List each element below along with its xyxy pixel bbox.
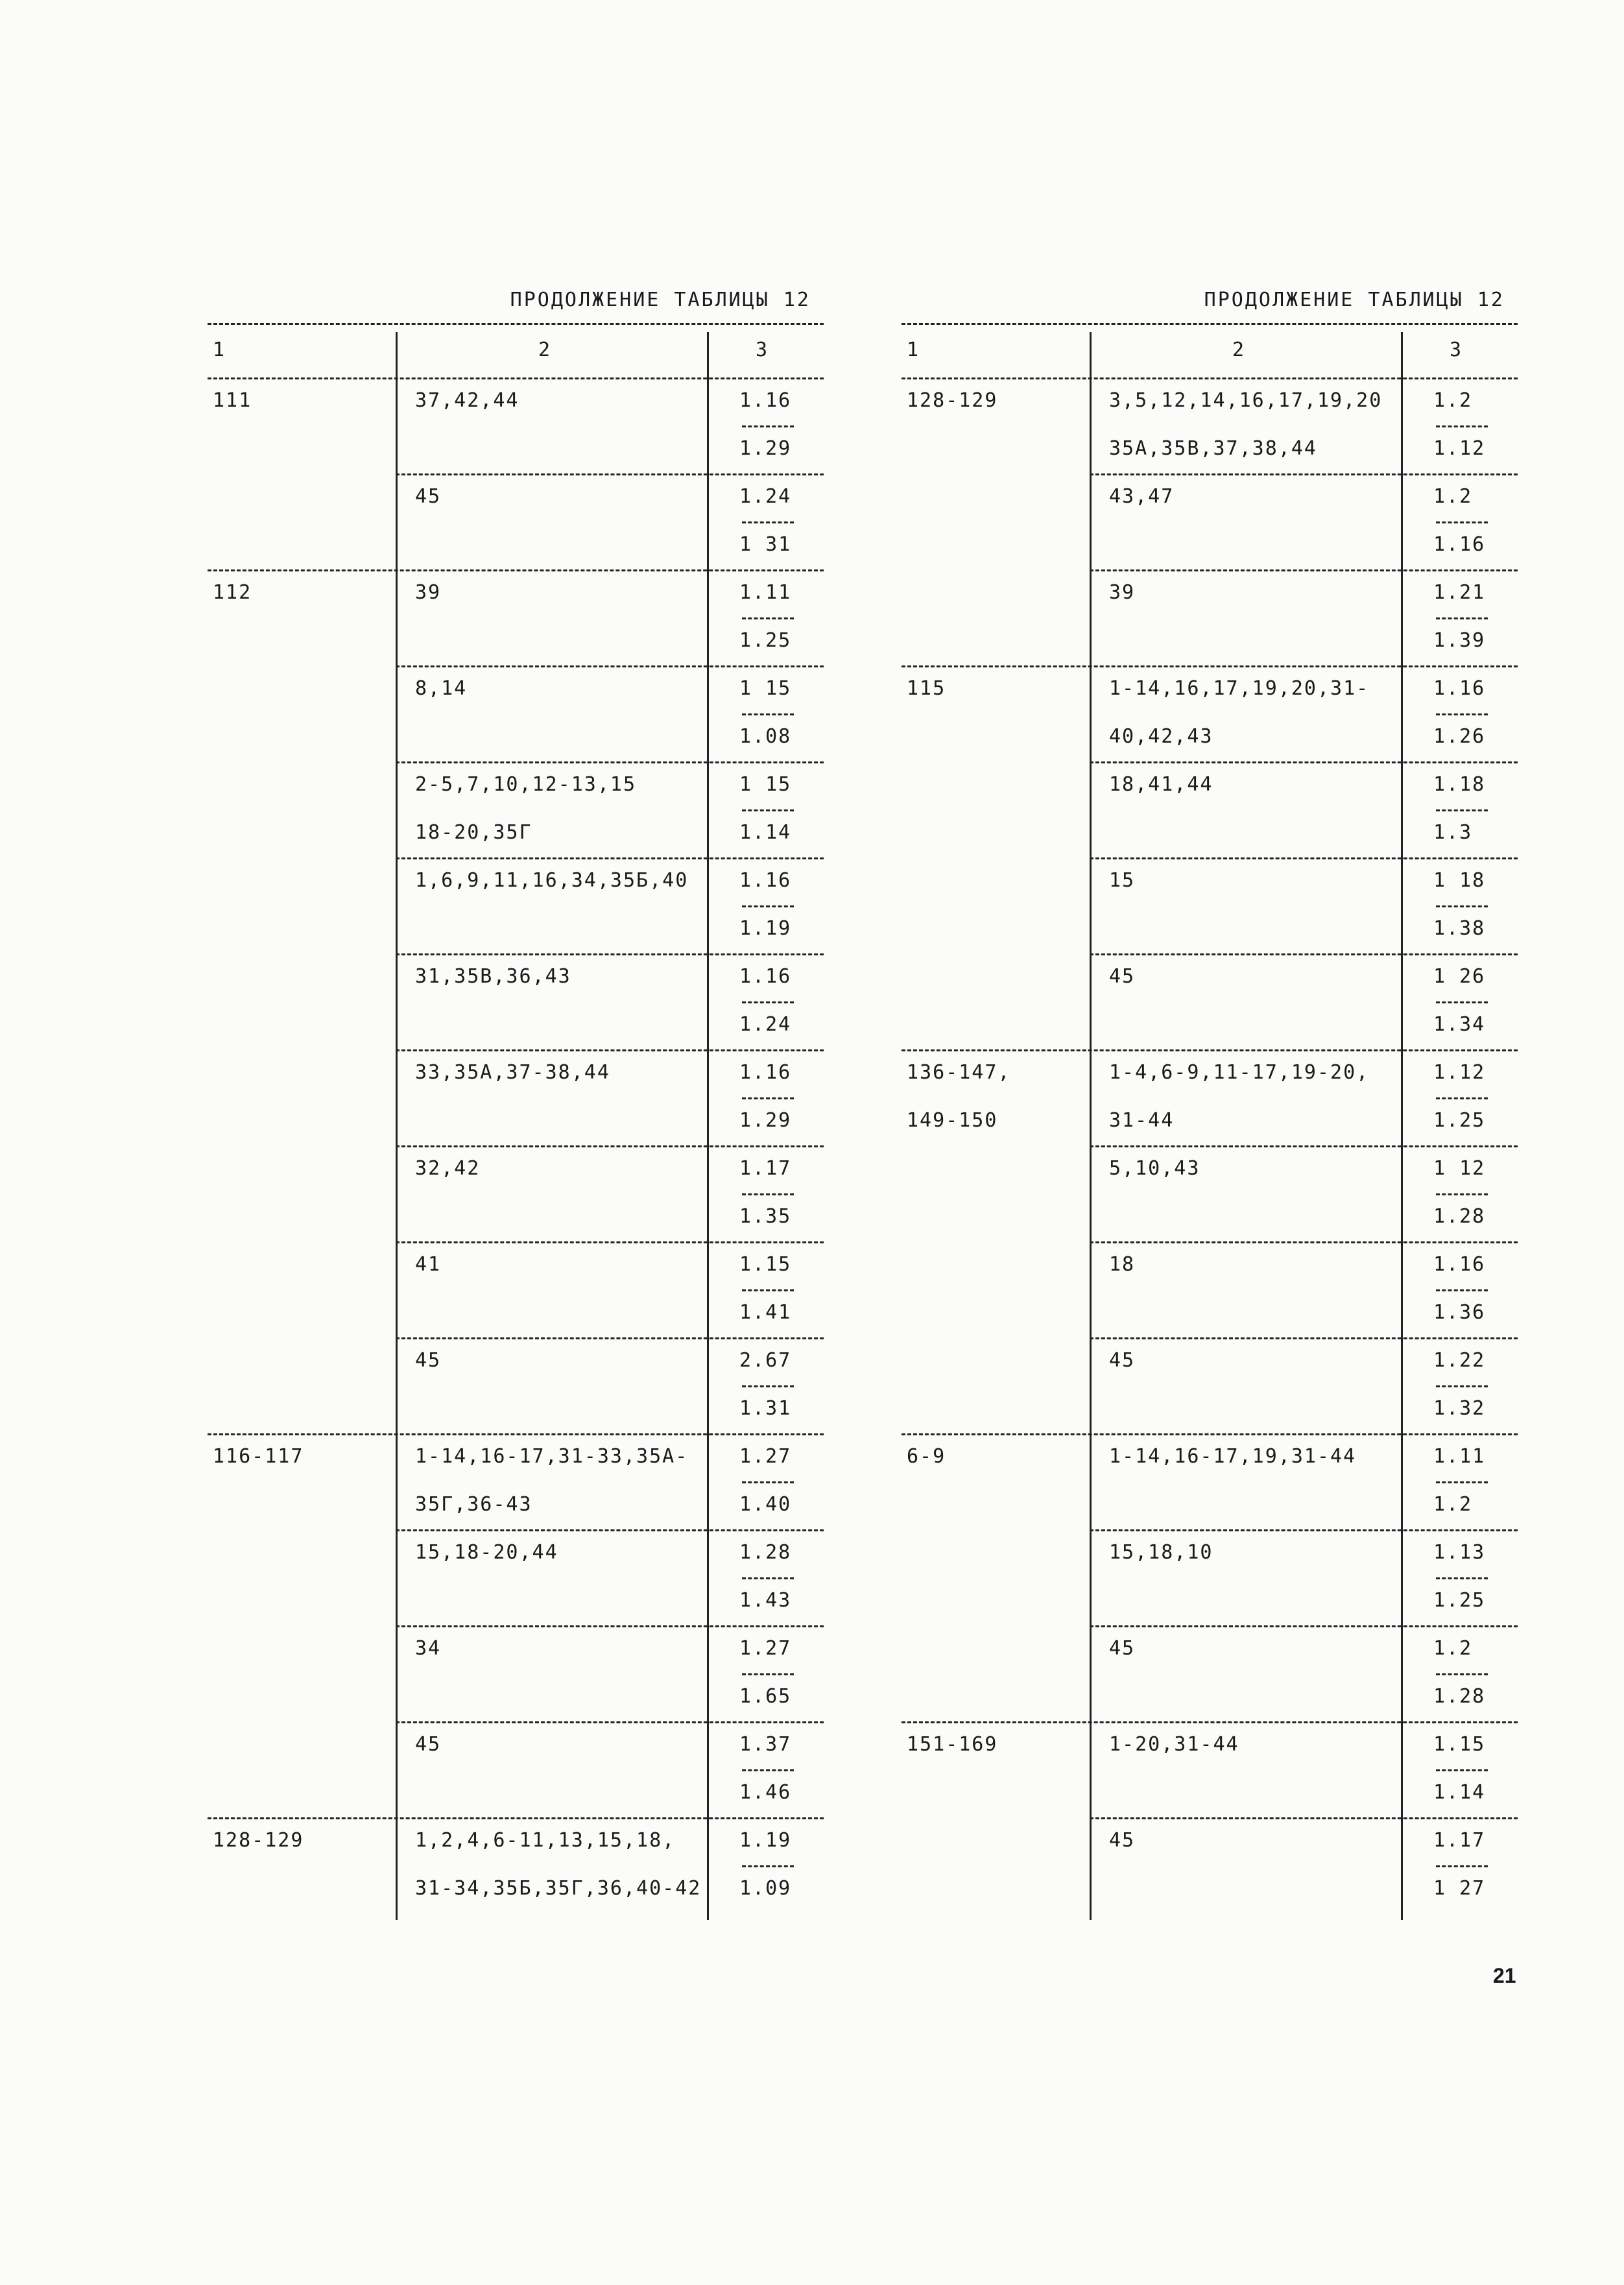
group-code: 116-117 xyxy=(213,1445,304,1468)
coefficient-numerator: 1.24 xyxy=(739,485,792,508)
item-list: 1,6,9,11,16,34,35Б,40 xyxy=(415,869,689,892)
item-list: 32,42 xyxy=(415,1157,481,1180)
fraction-bar xyxy=(742,1673,794,1675)
coefficient-numerator: 1.11 xyxy=(739,581,792,604)
item-list: 18,41,44 xyxy=(1109,773,1213,796)
group-rule xyxy=(902,665,1518,667)
coefficient-denominator: 1.2 xyxy=(1433,1493,1473,1516)
item-list: 45 xyxy=(415,485,442,508)
fraction-bar xyxy=(1436,1097,1488,1099)
coefficient-denominator: 1.46 xyxy=(739,1781,792,1804)
table-caption: ПРОДОЛЖЕНИЕ ТАБЛИЦЫ 12 xyxy=(1204,289,1505,311)
column-header-1: 1 xyxy=(907,339,919,361)
row-rule xyxy=(1090,953,1518,955)
column-header-1: 1 xyxy=(213,339,225,361)
group-rule xyxy=(208,1433,824,1435)
row-rule xyxy=(1090,1337,1518,1339)
coefficient-denominator: 1.34 xyxy=(1433,1013,1486,1036)
row-rule xyxy=(1090,1817,1518,1819)
coefficient-denominator: 1.32 xyxy=(1433,1397,1486,1420)
coefficient-numerator: 1.37 xyxy=(739,1733,792,1756)
item-list: 1-14,16-17,19,31-44 xyxy=(1109,1445,1357,1468)
item-list: 34 xyxy=(415,1637,442,1660)
column-header-row xyxy=(208,319,824,377)
item-list: 8,14 xyxy=(415,677,468,700)
coefficient-numerator: 1.19 xyxy=(739,1829,792,1852)
coefficient-numerator: 1.16 xyxy=(1433,1253,1486,1276)
row-rule xyxy=(396,953,824,955)
fraction-bar xyxy=(1436,809,1488,811)
column-header-2: 2 xyxy=(1232,339,1245,361)
group-code: 128-129 xyxy=(907,389,998,412)
group-code: 111 xyxy=(213,389,252,412)
coefficient-numerator: 1.2 xyxy=(1433,389,1473,412)
coefficient-denominator: 1.3 xyxy=(1433,821,1473,844)
group-rule xyxy=(208,569,824,571)
item-list: 31-44 xyxy=(1109,1109,1175,1132)
coefficient-numerator: 1 18 xyxy=(1433,869,1486,892)
fraction-bar xyxy=(742,1001,794,1003)
coefficient-denominator: 1.14 xyxy=(739,821,792,844)
item-list: 45 xyxy=(1109,1637,1136,1660)
fraction-bar xyxy=(1436,713,1488,715)
column-divider xyxy=(1090,377,1092,1920)
row-rule xyxy=(1090,1145,1518,1147)
group-code: 115 xyxy=(907,677,946,700)
item-list: 43,47 xyxy=(1109,485,1175,508)
coefficient-numerator: 1.2 xyxy=(1433,1637,1473,1660)
coefficient-denominator: 1.38 xyxy=(1433,917,1486,940)
row-rule xyxy=(396,1529,824,1531)
coefficient-denominator: 1 31 xyxy=(739,533,792,556)
fraction-bar xyxy=(742,425,794,427)
coefficient-numerator: 1.16 xyxy=(739,869,792,892)
coefficient-numerator: 1.2 xyxy=(1433,485,1473,508)
coefficient-denominator: 1.25 xyxy=(1433,1589,1486,1612)
coefficient-denominator: 1.39 xyxy=(1433,629,1486,652)
fraction-bar xyxy=(1436,1385,1488,1387)
row-rule xyxy=(1090,1241,1518,1243)
group-code: 136-147, xyxy=(907,1061,1011,1084)
item-list: 45 xyxy=(1109,965,1136,988)
coefficient-denominator: 1.25 xyxy=(739,629,792,652)
fraction-bar xyxy=(1436,1481,1488,1483)
item-list: 1-4,6-9,11-17,19-20, xyxy=(1109,1061,1370,1084)
row-rule xyxy=(396,473,824,475)
fraction-bar xyxy=(1436,425,1488,427)
row-rule xyxy=(396,761,824,763)
coefficient-denominator: 1.14 xyxy=(1433,1781,1486,1804)
coefficient-denominator: 1.65 xyxy=(739,1685,792,1708)
item-list: 5,10,43 xyxy=(1109,1157,1200,1180)
column-divider xyxy=(707,377,709,1920)
row-rule xyxy=(396,1337,824,1339)
item-list: 15,18,10 xyxy=(1109,1541,1213,1564)
coefficient-denominator: 1.36 xyxy=(1433,1301,1486,1324)
coefficient-numerator: 1.16 xyxy=(739,1061,792,1084)
coefficient-denominator: 1.35 xyxy=(739,1205,792,1228)
table-caption: ПРОДОЛЖЕНИЕ ТАБЛИЦЫ 12 xyxy=(510,289,811,311)
coefficient-numerator: 1.18 xyxy=(1433,773,1486,796)
item-list: 39 xyxy=(1109,581,1136,604)
item-list: 31,35В,36,43 xyxy=(415,965,571,988)
fraction-bar xyxy=(1436,617,1488,619)
item-list: 1-20,31-44 xyxy=(1109,1733,1239,1756)
item-list: 3,5,12,14,16,17,19,20 xyxy=(1109,389,1383,412)
group-code: 128-129 xyxy=(213,1829,304,1852)
row-rule xyxy=(1090,1529,1518,1531)
column-divider xyxy=(707,332,709,377)
column-header-3: 3 xyxy=(756,339,768,361)
item-list: 15 xyxy=(1109,869,1136,892)
item-list: 2-5,7,10,12-13,15 xyxy=(415,773,637,796)
coefficient-numerator: 1.17 xyxy=(739,1157,792,1180)
page-number: 21 xyxy=(1493,1964,1516,1987)
fraction-bar xyxy=(742,1865,794,1867)
group-rule xyxy=(902,1721,1518,1723)
column-divider xyxy=(396,377,398,1920)
fraction-bar xyxy=(742,617,794,619)
header-rule xyxy=(208,377,824,379)
fraction-bar xyxy=(742,905,794,907)
fraction-bar xyxy=(742,1769,794,1771)
coefficient-numerator: 1.15 xyxy=(1433,1733,1486,1756)
coefficient-denominator: 1.29 xyxy=(739,437,792,460)
coefficient-numerator: 1.22 xyxy=(1433,1349,1486,1372)
coefficient-denominator: 1.29 xyxy=(739,1109,792,1132)
coefficient-denominator: 1.09 xyxy=(739,1877,792,1900)
group-code: 112 xyxy=(213,581,252,604)
coefficient-numerator: 1 12 xyxy=(1433,1157,1486,1180)
column-divider xyxy=(1401,377,1403,1920)
group-code: 149-150 xyxy=(907,1109,998,1132)
coefficient-denominator: 1.41 xyxy=(739,1301,792,1324)
top-rule xyxy=(902,323,1518,325)
fraction-bar xyxy=(742,1097,794,1099)
column-header-3: 3 xyxy=(1450,339,1462,361)
coefficient-denominator: 1.43 xyxy=(739,1589,792,1612)
row-rule xyxy=(396,1049,824,1051)
column-divider xyxy=(1401,332,1403,377)
coefficient-numerator: 1.13 xyxy=(1433,1541,1486,1564)
coefficient-numerator: 1.12 xyxy=(1433,1061,1486,1084)
fraction-bar xyxy=(742,1481,794,1483)
coefficient-denominator: 1.16 xyxy=(1433,533,1486,556)
item-list: 18-20,35Г xyxy=(415,821,532,844)
column-header-2: 2 xyxy=(538,339,551,361)
coefficient-denominator: 1.24 xyxy=(739,1013,792,1036)
coefficient-denominator: 1.19 xyxy=(739,917,792,940)
item-list: 1-14,16-17,31-33,35А- xyxy=(415,1445,689,1468)
coefficient-denominator: 1.28 xyxy=(1433,1205,1486,1228)
fraction-bar xyxy=(1436,1769,1488,1771)
coefficient-numerator: 1 26 xyxy=(1433,965,1486,988)
group-rule xyxy=(902,1049,1518,1051)
item-list: 45 xyxy=(415,1733,442,1756)
row-rule xyxy=(396,1625,824,1627)
item-list: 40,42,43 xyxy=(1109,725,1213,748)
fraction-bar xyxy=(742,1577,794,1579)
fraction-bar xyxy=(742,1289,794,1291)
column-divider xyxy=(1090,332,1092,377)
coefficient-numerator: 1.27 xyxy=(739,1445,792,1468)
coefficient-denominator: 1.31 xyxy=(739,1397,792,1420)
item-list: 45 xyxy=(1109,1349,1136,1372)
coefficient-numerator: 1.11 xyxy=(1433,1445,1486,1468)
coefficient-denominator: 1.28 xyxy=(1433,1685,1486,1708)
fraction-bar xyxy=(742,713,794,715)
coefficient-numerator: 1 15 xyxy=(739,677,792,700)
fraction-bar xyxy=(1436,1001,1488,1003)
row-rule xyxy=(1090,761,1518,763)
coefficient-denominator: 1.25 xyxy=(1433,1109,1486,1132)
row-rule xyxy=(396,857,824,859)
group-rule xyxy=(208,1817,824,1819)
column-header-row xyxy=(902,319,1518,377)
fraction-bar xyxy=(1436,521,1488,523)
row-rule xyxy=(396,1145,824,1147)
item-list: 35Г,36-43 xyxy=(415,1493,532,1516)
item-list: 18 xyxy=(1109,1253,1136,1276)
item-list: 1-14,16,17,19,20,31- xyxy=(1109,677,1370,700)
item-list: 15,18-20,44 xyxy=(415,1541,558,1564)
item-list: 37,42,44 xyxy=(415,389,519,412)
fraction-bar xyxy=(1436,905,1488,907)
fraction-bar xyxy=(742,521,794,523)
fraction-bar xyxy=(742,1385,794,1387)
item-list: 31-34,35Б,35Г,36,40-42 xyxy=(415,1877,702,1900)
coefficient-denominator: 1 27 xyxy=(1433,1877,1486,1900)
fraction-bar xyxy=(1436,1865,1488,1867)
fraction-bar xyxy=(742,1193,794,1195)
coefficient-numerator: 1.15 xyxy=(739,1253,792,1276)
coefficient-numerator: 1.16 xyxy=(1433,677,1486,700)
header-rule xyxy=(902,377,1518,379)
coefficient-denominator: 1.12 xyxy=(1433,437,1486,460)
group-code: 6-9 xyxy=(907,1445,946,1468)
coefficient-denominator: 1.40 xyxy=(739,1493,792,1516)
item-list: 41 xyxy=(415,1253,442,1276)
item-list: 1,2,4,6-11,13,15,18, xyxy=(415,1829,676,1852)
row-rule xyxy=(1090,569,1518,571)
fraction-bar xyxy=(1436,1289,1488,1291)
row-rule xyxy=(396,665,824,667)
row-rule xyxy=(396,1241,824,1243)
fraction-bar xyxy=(1436,1193,1488,1195)
row-rule xyxy=(1090,857,1518,859)
row-rule xyxy=(1090,473,1518,475)
top-rule xyxy=(208,323,824,325)
coefficient-numerator: 1 15 xyxy=(739,773,792,796)
coefficient-numerator: 1.27 xyxy=(739,1637,792,1660)
column-divider xyxy=(396,332,398,377)
group-code: 151-169 xyxy=(907,1733,998,1756)
fraction-bar xyxy=(1436,1577,1488,1579)
row-rule xyxy=(396,1721,824,1723)
coefficient-denominator: 1.26 xyxy=(1433,725,1486,748)
coefficient-numerator: 2.67 xyxy=(739,1349,792,1372)
item-list: 45 xyxy=(415,1349,442,1372)
coefficient-numerator: 1.16 xyxy=(739,389,792,412)
coefficient-numerator: 1.21 xyxy=(1433,581,1486,604)
coefficient-denominator: 1.08 xyxy=(739,725,792,748)
item-list: 39 xyxy=(415,581,442,604)
fraction-bar xyxy=(742,809,794,811)
fraction-bar xyxy=(1436,1673,1488,1675)
coefficient-numerator: 1.17 xyxy=(1433,1829,1486,1852)
row-rule xyxy=(1090,1625,1518,1627)
item-list: 35А,35В,37,38,44 xyxy=(1109,437,1317,460)
group-rule xyxy=(902,1433,1518,1435)
item-list: 33,35А,37-38,44 xyxy=(415,1061,610,1084)
coefficient-numerator: 1.28 xyxy=(739,1541,792,1564)
coefficient-numerator: 1.16 xyxy=(739,965,792,988)
item-list: 45 xyxy=(1109,1829,1136,1852)
